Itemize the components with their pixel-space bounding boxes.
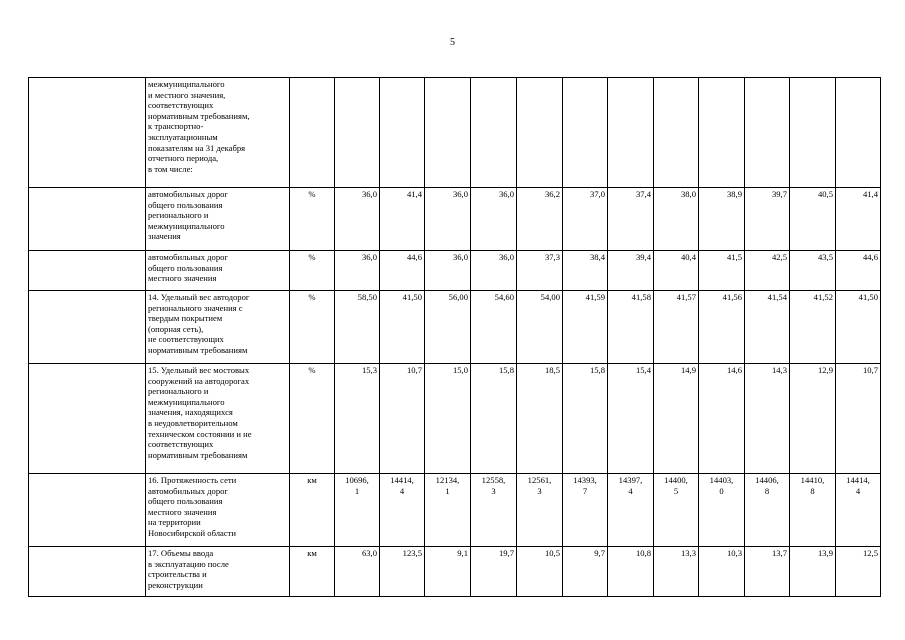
value-cell: 41,52 xyxy=(790,291,836,364)
value-cell xyxy=(699,78,745,188)
empty-index-cell xyxy=(29,188,146,251)
value-cell: 40,4 xyxy=(654,251,699,291)
value-cell: 14,3 xyxy=(745,364,790,474)
value-cell: 15,8 xyxy=(471,364,517,474)
table-row xyxy=(29,547,881,597)
value-cell: 15,4 xyxy=(608,364,654,474)
indicator-description: 15. Удельный вес мостовых сооружений на автодорогах регионального и межмуниципального значения, находящихся в неудовлетворительном техническом состоянии и не соответствующих нормативным требованиям xyxy=(146,364,290,474)
value-cell: 14397, 4 xyxy=(608,474,654,547)
empty-index-cell xyxy=(29,291,146,364)
indicator-description: 14. Удельный вес автодорог регионального значения с твердым покрытием (опорная сеть), не соответствующих нормативным требованиям xyxy=(146,291,290,364)
value-cell: 54,00 xyxy=(517,291,563,364)
value-cell xyxy=(425,78,471,188)
value-cell: 41,54 xyxy=(745,291,790,364)
indicator-description: автомобильных дорог общего пользования регионального и межмуниципального значения xyxy=(146,188,290,251)
value-cell xyxy=(471,78,517,188)
value-cell: 36,0 xyxy=(471,188,517,251)
empty-index-cell xyxy=(29,78,146,188)
value-cell: 15,3 xyxy=(335,364,380,474)
value-cell xyxy=(517,78,563,188)
value-cell: 13,9 xyxy=(790,547,836,597)
value-cell: 10696, 1 xyxy=(335,474,380,547)
value-cell: 40,5 xyxy=(790,188,836,251)
value-cell: 14414, 4 xyxy=(836,474,881,547)
table-row xyxy=(29,188,881,251)
value-cell: 14400, 5 xyxy=(654,474,699,547)
value-cell: 10,3 xyxy=(699,547,745,597)
value-cell: 54,60 xyxy=(471,291,517,364)
value-cell: 38,9 xyxy=(699,188,745,251)
value-cell: 15,8 xyxy=(563,364,608,474)
value-cell: 14406, 8 xyxy=(745,474,790,547)
unit-cell: км xyxy=(290,474,335,547)
value-cell: 39,7 xyxy=(745,188,790,251)
value-cell: 39,4 xyxy=(608,251,654,291)
value-cell: 9,1 xyxy=(425,547,471,597)
value-cell xyxy=(836,78,881,188)
indicator-description: автомобильных дорог общего пользования местного значения xyxy=(146,251,290,291)
value-cell: 12558, 3 xyxy=(471,474,517,547)
value-cell: 42,5 xyxy=(745,251,790,291)
value-cell: 9,7 xyxy=(563,547,608,597)
value-cell xyxy=(654,78,699,188)
value-cell: 14403, 0 xyxy=(699,474,745,547)
unit-cell: км xyxy=(290,547,335,597)
empty-index-cell xyxy=(29,547,146,597)
table-row xyxy=(29,78,881,188)
value-cell: 123,5 xyxy=(380,547,425,597)
value-cell: 41,4 xyxy=(836,188,881,251)
value-cell: 36,0 xyxy=(471,251,517,291)
value-cell: 10,7 xyxy=(380,364,425,474)
indicator-description: межмуниципального и местного значения, соответствующих нормативным требованиям, к транспортно- эксплуатационным показателям на 31 декабря отчетного периода, в том числе: xyxy=(146,78,290,188)
value-cell: 36,0 xyxy=(335,188,380,251)
value-cell: 41,50 xyxy=(380,291,425,364)
value-cell xyxy=(380,78,425,188)
table-row xyxy=(29,291,881,364)
value-cell: 41,50 xyxy=(836,291,881,364)
empty-index-cell xyxy=(29,364,146,474)
value-cell: 10,8 xyxy=(608,547,654,597)
value-cell: 44,6 xyxy=(836,251,881,291)
indicator-description: 17. Объемы ввода в эксплуатацию после строительства и реконструкции xyxy=(146,547,290,597)
value-cell: 12561, 3 xyxy=(517,474,563,547)
value-cell: 38,0 xyxy=(654,188,699,251)
value-cell: 10,7 xyxy=(836,364,881,474)
value-cell: 12134, 1 xyxy=(425,474,471,547)
indicators-table xyxy=(28,77,881,597)
value-cell xyxy=(335,78,380,188)
value-cell: 36,0 xyxy=(425,251,471,291)
value-cell: 36,2 xyxy=(517,188,563,251)
empty-index-cell xyxy=(29,474,146,547)
value-cell: 14393, 7 xyxy=(563,474,608,547)
table-row xyxy=(29,364,881,474)
value-cell xyxy=(790,78,836,188)
value-cell: 38,4 xyxy=(563,251,608,291)
value-cell xyxy=(563,78,608,188)
value-cell: 13,7 xyxy=(745,547,790,597)
value-cell: 56,00 xyxy=(425,291,471,364)
value-cell: 41,4 xyxy=(380,188,425,251)
value-cell: 15,0 xyxy=(425,364,471,474)
page-number: 5 xyxy=(450,37,455,48)
value-cell: 63,0 xyxy=(335,547,380,597)
value-cell: 41,57 xyxy=(654,291,699,364)
value-cell: 36,0 xyxy=(335,251,380,291)
value-cell: 13,3 xyxy=(654,547,699,597)
value-cell: 14410, 8 xyxy=(790,474,836,547)
value-cell xyxy=(745,78,790,188)
unit-cell xyxy=(290,78,335,188)
value-cell: 12,9 xyxy=(790,364,836,474)
value-cell: 14,9 xyxy=(654,364,699,474)
value-cell: 36,0 xyxy=(425,188,471,251)
value-cell: 43,5 xyxy=(790,251,836,291)
table-row xyxy=(29,251,881,291)
value-cell: 14,6 xyxy=(699,364,745,474)
unit-cell: % xyxy=(290,364,335,474)
value-cell: 18,5 xyxy=(517,364,563,474)
unit-cell: % xyxy=(290,291,335,364)
unit-cell: % xyxy=(290,188,335,251)
value-cell: 58,50 xyxy=(335,291,380,364)
table-row xyxy=(29,474,881,547)
unit-cell: % xyxy=(290,251,335,291)
value-cell xyxy=(608,78,654,188)
value-cell: 41,5 xyxy=(699,251,745,291)
value-cell: 37,4 xyxy=(608,188,654,251)
value-cell: 41,58 xyxy=(608,291,654,364)
empty-index-cell xyxy=(29,251,146,291)
value-cell: 14414, 4 xyxy=(380,474,425,547)
value-cell: 41,59 xyxy=(563,291,608,364)
indicator-description: 16. Протяженность сети автомобильных дорог общего пользования местного значения на территории Новосибирской области xyxy=(146,474,290,547)
value-cell: 41,56 xyxy=(699,291,745,364)
value-cell: 37,0 xyxy=(563,188,608,251)
value-cell: 12,5 xyxy=(836,547,881,597)
value-cell: 37,3 xyxy=(517,251,563,291)
value-cell: 19,7 xyxy=(471,547,517,597)
value-cell: 44,6 xyxy=(380,251,425,291)
value-cell: 10,5 xyxy=(517,547,563,597)
